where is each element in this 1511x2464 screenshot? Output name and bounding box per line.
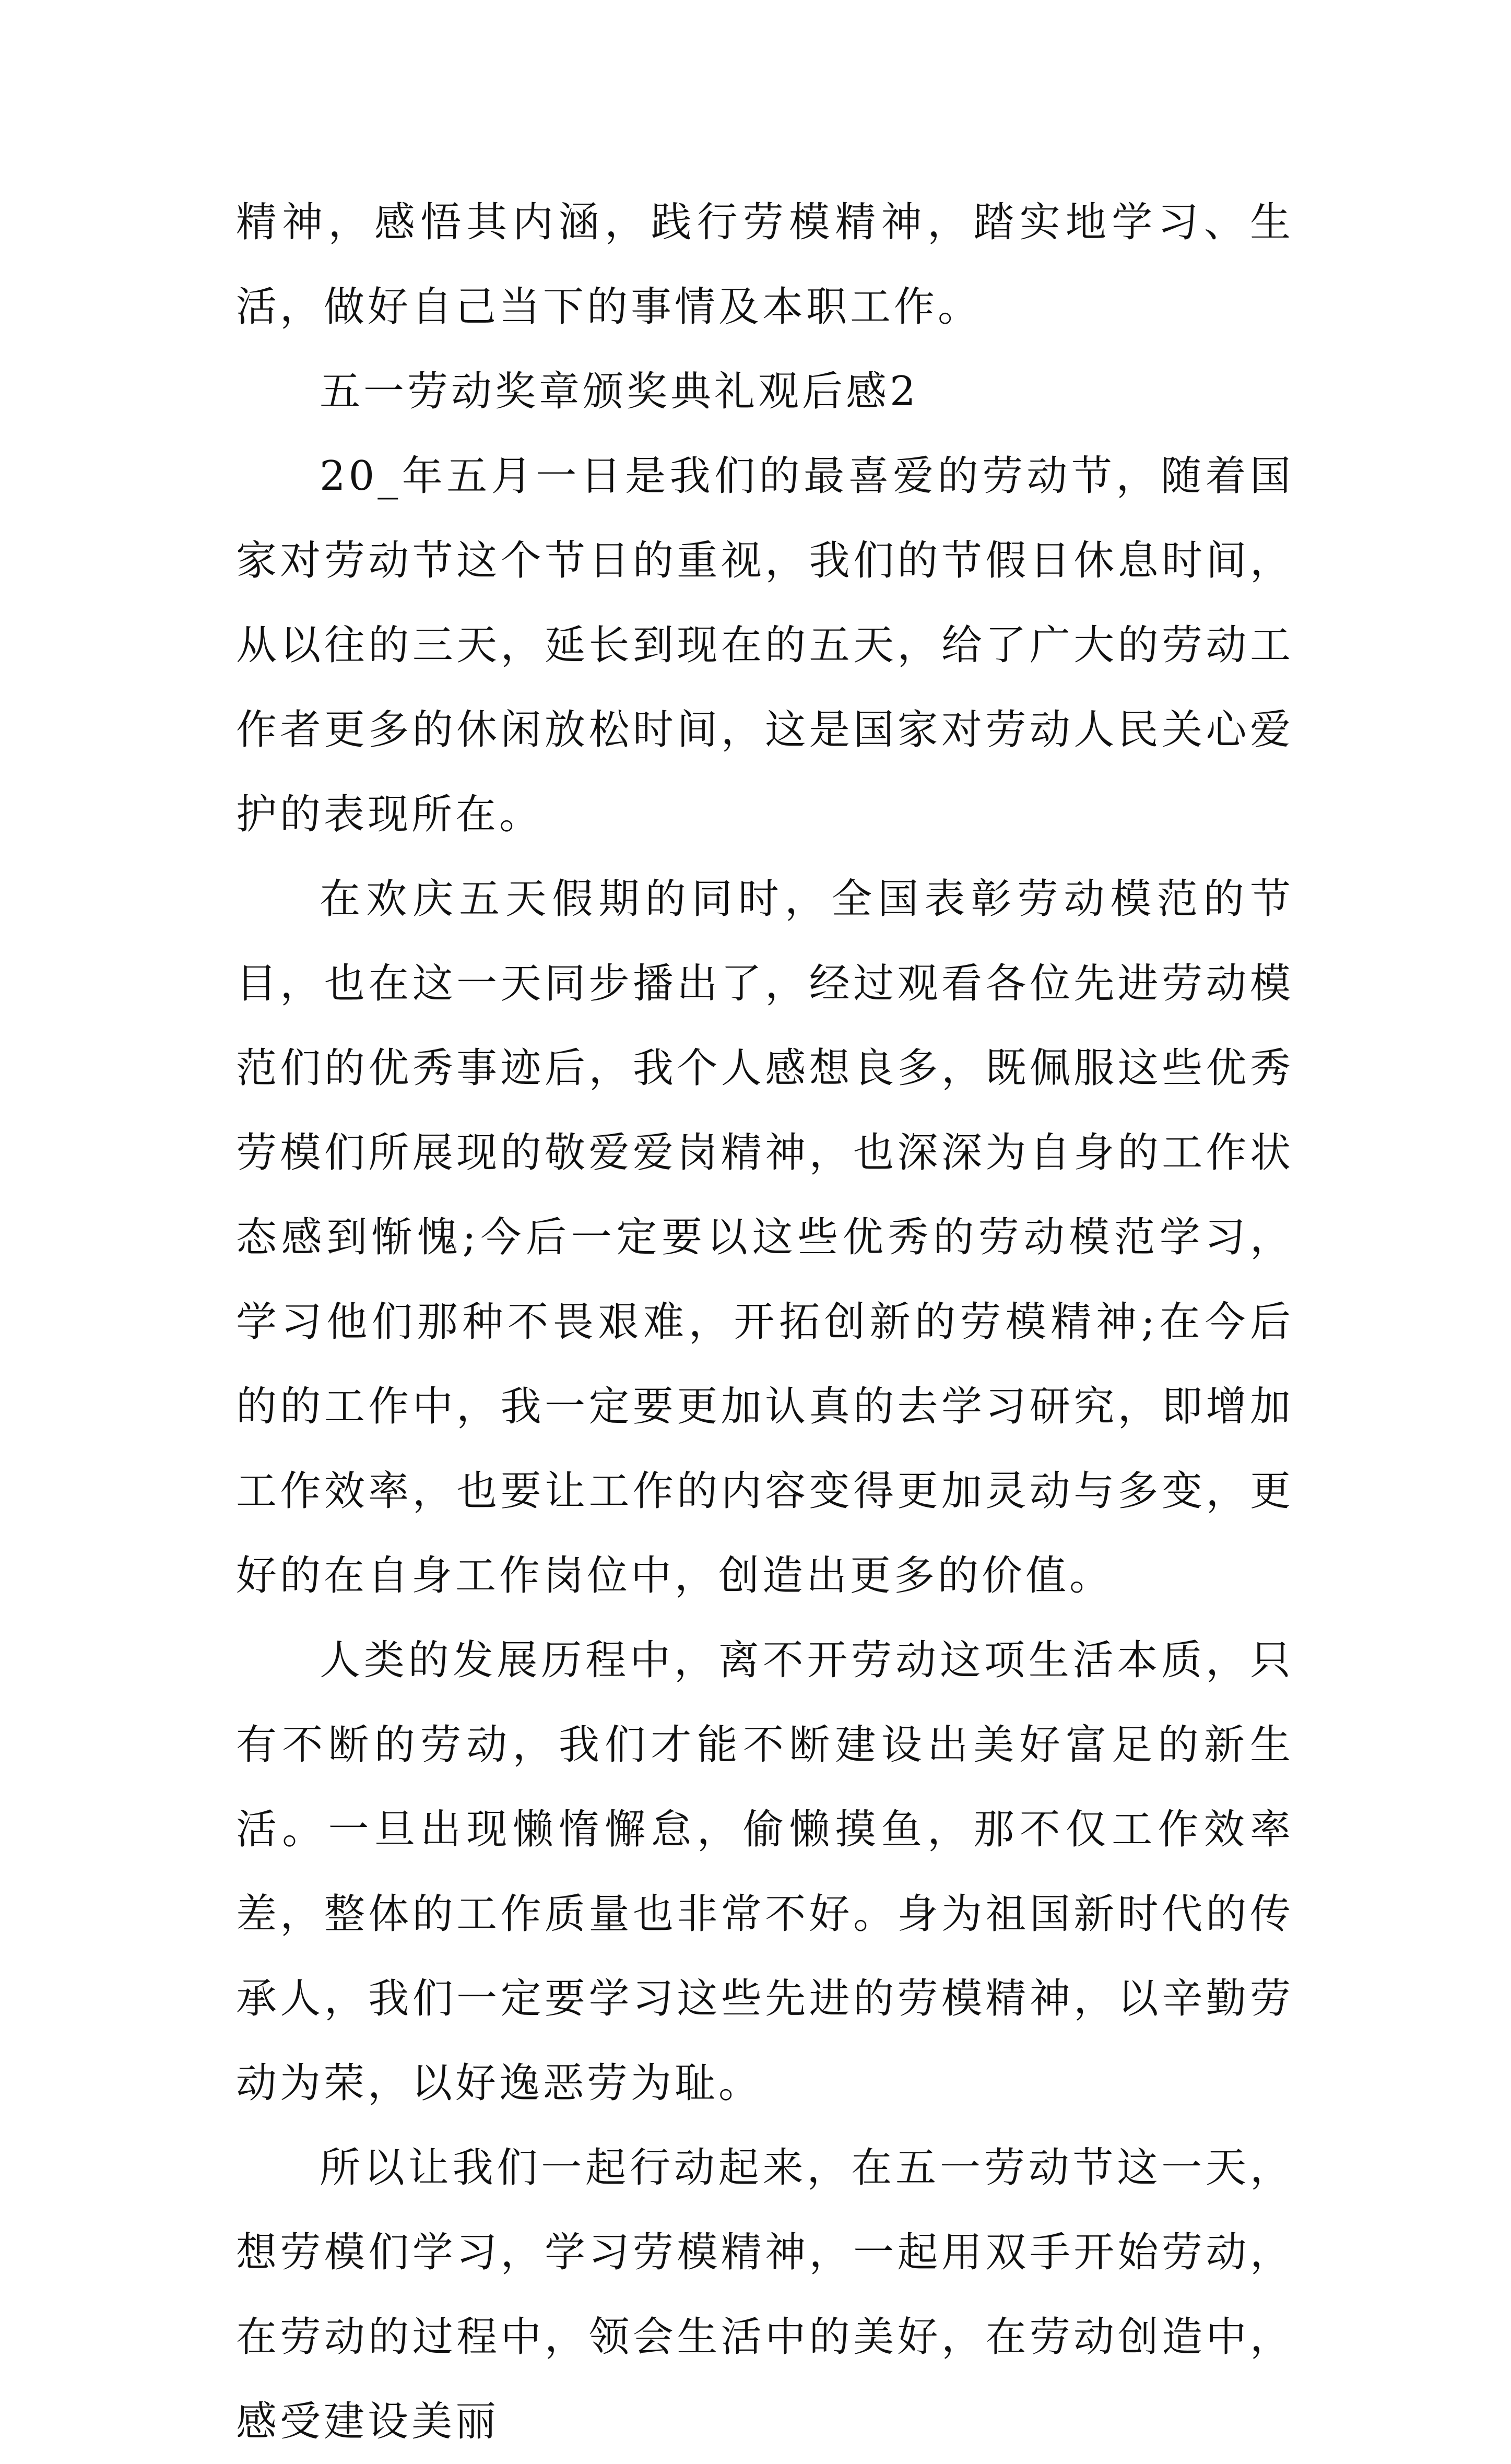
paragraph-4: 所以让我们一起行动起来，在五一劳动节这一天，想劳模们学习，学习劳模精神，一起用双手开始劳动，在劳动的过程中，领会生活中的美好，在劳动创造中，感受建设美丽 bbox=[236, 2144, 1294, 2445]
paragraph-1: 20_年五月一日是我们的最喜爱的劳动节，随着国家对劳动节这个节日的重视，我们的节假日休息时间，从以往的三天，延长到现在的五天，给了广大的劳动工作者更多的休闲放松时间，这是国家对劳动人民关心爱护的表现所在。 bbox=[236, 453, 1294, 838]
continuation-paragraph: 精神，感悟其内涵，践行劳模精神，踏实地学习、生活，做好自己当下的事情及本职工作。 bbox=[236, 199, 1294, 331]
paragraph-2: 在欢庆五天假期的同时，全国表彰劳动模范的节目，也在这一天同步播出了，经过观看各位先进劳动模范们的优秀事迹后，我个人感想良多，既佩服这些优秀劳模们所展现的敬爱爱岗精神，也深深为自身的工作状态感到惭愧;今后一定要以这些优秀的劳动模范学习，学习他们那种不畏艰难，开拓创新的劳模精神;在今后的的工作中，我一定要更加认真的去学习研究，即增加工作效率，也要让工作的内容变得更加灵动与多变，更好的在自身工作岗位中，创造出更多的价值。 bbox=[236, 876, 1294, 1599]
section-title: 五一劳动奖章颁奖典礼观后感2 bbox=[320, 368, 919, 415]
paragraph-3: 人类的发展历程中，离不开劳动这项生活本质，只有不断的劳动，我们才能不断建设出美好富足的新生活。一旦出现懒惰懈怠，偷懒摸鱼，那不仅工作效率差，整体的工作质量也非常不好。身为祖国新时代的传承人，我们一定要学习这些先进的劳模精神，以辛勤劳动为荣，以好逸恶劳为耻。 bbox=[236, 1637, 1294, 2107]
document-body bbox=[236, 180, 1294, 2464]
